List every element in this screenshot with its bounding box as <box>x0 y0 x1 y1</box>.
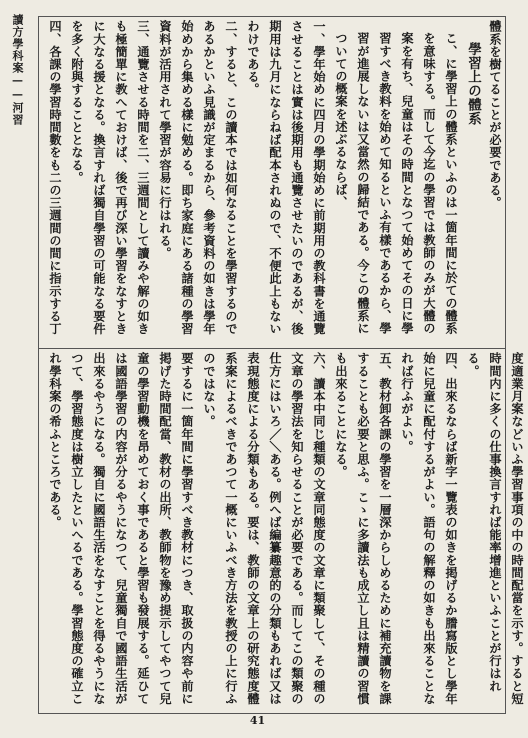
list-item-6: 六、讀本中同じ種類の文章同態度の文章に類聚して、その種の文章の學習法を知らせることが必要である。而してこの類聚の仕方にはいろ／＼ある。例へば編纂趣意的の分類もあれば又は表現態度による分類もある。要は、教師の文章上の研究態度體系案によるべきであつて一概にいふべき方法を教授の上に行ふのではない。 <box>202 352 326 705</box>
list-item-2: 二、すると、この讀本では如何なることを學習するのであるかといふ見識が定まるから、參考資料の如きは學年始めから集める樣に勉める。即ち家庭にある諸種の學習資料が活用されて學習が容易に行はれる。 <box>158 20 238 335</box>
paragraph: こ、に學習上の體系といふのは一箇年間に於ての體系を意味する。而して今迄の學習では教師のみが大體の案を有ち、兒童はその時間となつて始めてその日に學習すべき教料を始めて知るといふ有樣であるから、學習が進展しないは又當然の歸結である。今この體系についての概案を述ぶるならば、 <box>334 32 458 335</box>
top-vertical-text <box>44 20 506 344</box>
list-item-5: 五、教材卸各課の學習を一層深からしめるために補充讀物を課することも必要と思ふ。こゝに多讀法も成立し且は精讀の習慣も出來ることになる。 <box>334 352 392 705</box>
lead-sentence: 體系を樹てることが必要である。 <box>488 20 502 209</box>
running-header: 讀方學科案——河習 <box>11 14 24 126</box>
bottom-text-block <box>44 352 524 708</box>
list-item-3: 三、通覽させる時間を二、三週間として讀みや解の如きも極簡單に教へておけば、後で再び深い學習をなすときに大なる援となる。換言すれば獨自學習の可能なる要件を多く附與することとなる。 <box>70 20 150 335</box>
section-heading: 學習上の體系 <box>465 42 481 126</box>
bottom-vertical-text <box>44 352 528 708</box>
section-divider <box>38 348 506 349</box>
closing-paragraph: 要するに一箇年間に學習すべき教材につき、取扱の内容や前に掲げた時間配當、教材の出所、教師物を豫め提示してやつて兒童の學習動機を昂めておく事であると學習も發展する。延ひては國語學習の内容が分るやうになつて、兒童獨自で國語生活が出來るやうになる。獨自に國語生活をなすことを得るやうになつて、學習態度は樹立したといへるである。學習態度の確立これ學科案の希ふところである。 <box>48 352 194 705</box>
top-text-block <box>44 20 502 344</box>
list-item-4b: 四、出來るならば新字一覽表の如きを掲げるか謄寫版とし學年始に兒童に配付するがよい。語句の解釋の如きも出來ることなれば行ふがよい。 <box>400 352 458 705</box>
continuation-paragraph: 度適業月案などいふ學習事項の中の時間配當を示す。すると短時間内に多くの仕事換言すれば能率增進といふことが行はれる。 <box>466 352 524 705</box>
list-item-4: 四、各課の學習時間數をも二の三週間の間に指示する丁 <box>48 20 62 335</box>
list-item-1: 一、學年始めに四月の學期始めに前期用の教科書を通覽させることは實は後期用も通覽させたいのであるが、後期用は九月にならねば配本されぬので、不便此上もないわけである。 <box>246 20 326 335</box>
page-number: 41 <box>249 714 266 727</box>
